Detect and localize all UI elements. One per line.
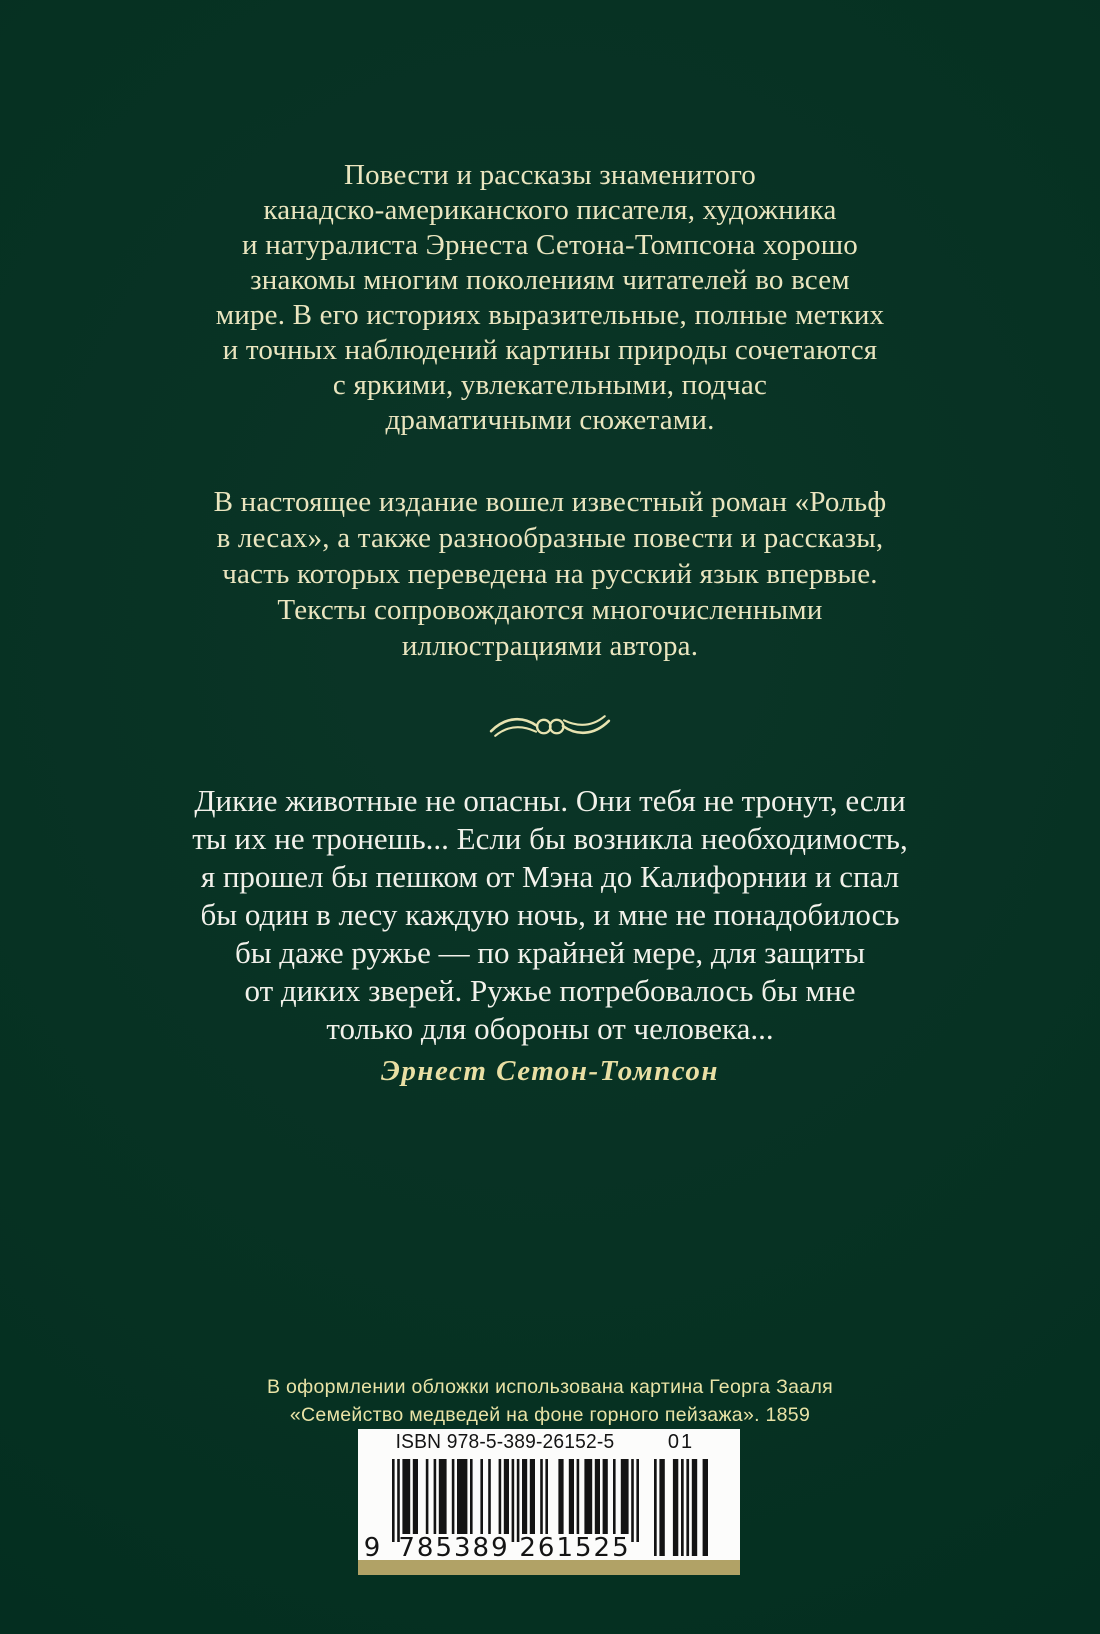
barcode-digits-group2: 261525 [519,1533,631,1560]
annotation-line: с яркими, увлекательными, подчас [332,369,768,401]
isbn-barcode-panel [358,1429,740,1575]
annotation-paragraph-1 [90,158,1010,438]
credit-line: «Семейство медведей на фоне горного пейзажа». 1859 [289,1403,811,1426]
gold-strip [358,1560,740,1575]
quote-line: я прошел бы пешком от Мэна до Калифорнии и спал [200,859,900,894]
annotation-line: Тексты сопровождаются многочисленными [277,594,823,626]
annotation-line: канадско-американского писателя, художника [263,194,837,226]
cover-art-credit [90,1374,1010,1429]
flourish-ornament-icon [488,704,612,748]
annotation-line: и натуралиста Эрнеста Сетона-Томпсона хорошо [242,229,858,261]
barcode-addon-label: 01 [667,1431,695,1453]
annotation-paragraph-2 [90,484,1010,664]
quote-line: бы даже ружье — по крайней мере, для защиты [234,935,866,970]
barcode-digits-group1: 785389 [398,1533,510,1560]
annotation-line: знакомы многим поколениям читателей во всем [250,264,850,296]
quote-line: Дикие животные не опасны. Они тебя не тронут, если [194,783,906,818]
quote-attribution: Эрнест Сетон-Томпсон [381,1055,719,1087]
annotation-line: иллюстрациями автора. [401,630,699,662]
quote-line: только для обороны от человека... [326,1011,774,1046]
annotation-line: В настоящее издание вошел известный роман «Рольф [213,486,887,518]
quote-line: бы один в лесу каждую ночь, и мне не понадобилось [200,897,900,932]
isbn-label: ISBN 978-5-389-26152-5 [395,1431,615,1453]
annotation-line: драматичными сюжетами. [385,404,715,436]
annotation-line: и точных наблюдений картины природы сочетаются [222,334,878,366]
annotation-line: мире. В его историях выразительные, полные метких [215,299,885,331]
annotation-line: Повести и рассказы знаменитого [343,159,757,191]
author-quote [90,782,1010,1048]
ean13-barcode [358,1429,740,1560]
quote-line: ты их не тронешь... Если бы возникла необходимость, [192,821,908,856]
barcode-digit-left: 9 [363,1533,383,1560]
quote-line: от диких зверей. Ружье потребовалось бы мне [244,973,856,1008]
credit-line: В оформлении обложки использована картина Георга Зааля [266,1376,833,1398]
annotation-line: в лесах», а также разнообразные повести и рассказы, [216,522,884,554]
annotation-line: часть которых переведена на русский язык впервые. [222,558,878,590]
